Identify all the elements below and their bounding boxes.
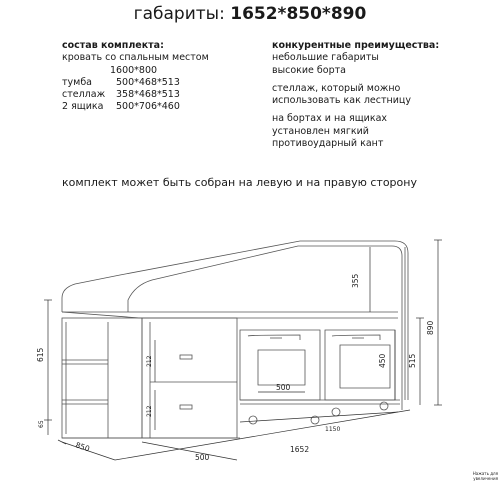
dim-515: 515	[408, 353, 417, 368]
advantage-line: установлен мягкий	[272, 125, 369, 137]
dim-615: 615	[36, 347, 45, 362]
advantage-line: стеллаж, который можно	[272, 82, 401, 94]
dim-450: 450	[378, 353, 387, 368]
advantages-heading: конкурентные преимущества:	[272, 40, 440, 51]
bed-frame	[62, 241, 408, 438]
advantage-line: высокие борта	[272, 64, 346, 76]
composition-item: стеллаж 358*468*513	[62, 89, 180, 101]
dim-212-upper: 212	[146, 355, 153, 367]
title-dimensions: 1652*850*890	[230, 4, 367, 24]
dim-500: 500	[195, 453, 210, 462]
enlarge-hint[interactable]: Нажать для увеличения	[472, 471, 498, 481]
composition-heading: состав комплекта:	[62, 40, 164, 51]
dim-212-lower: 212	[146, 405, 153, 417]
dim-355: 355	[351, 273, 360, 288]
dimension-lines	[44, 240, 442, 460]
advantage-line: использовать как лестницу	[272, 95, 411, 107]
dim-1652: 1652	[290, 445, 310, 454]
advantage-line: на бортах и на ящиках	[272, 113, 388, 125]
advantage-line: противоударный кант	[272, 138, 384, 150]
title-prefix: габариты:	[133, 4, 225, 24]
composition-item: тумба 500*468*513	[62, 76, 180, 88]
composition-item: 1600*800	[110, 64, 158, 76]
dim-65: 65	[38, 420, 45, 428]
composition-item: 2 ящика 500*706*460	[62, 101, 180, 113]
composition-item: кровать со спальным местом	[62, 52, 209, 64]
dim-500-drawer: 500	[276, 383, 291, 392]
dim-890: 890	[426, 320, 435, 335]
dim-850: 850	[74, 440, 91, 454]
assembly-note: комплект может быть собран на левую и на правую сторону	[62, 176, 417, 189]
advantage-line: небольшие габариты	[272, 52, 379, 64]
dim-1150: 1150	[325, 426, 341, 433]
